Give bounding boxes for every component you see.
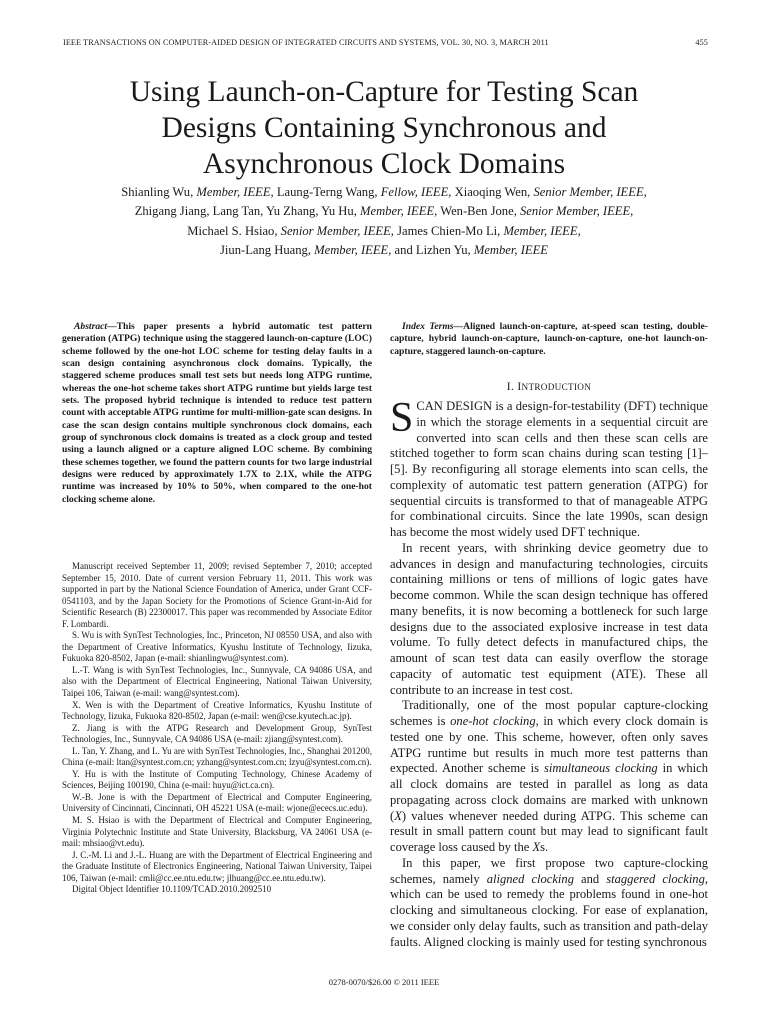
author-line: Zhigang Jiang, Lang Tan, Yu Zhang, Yu Hu, Member, IEEE, Wen-Ben Jone, Senior Member, IEEE, [134,204,634,219]
author-list [60,183,708,260]
paragraph: In recent years, with shrinking device geometry due to advances in design and manufacturing technologies, circuits containing millions or tens of millions of logic gates have become common. While the scan design technique has offered many benefits, it is now becoming a bottleneck for such large designs due to the associated explosive increase in test data volume. To fully detect defects in manufactured chips, the amount of scan test data can easily overflow the storage capacity of automatic test equipment (ATE). These all contribute to an increase in test cost. [390,540,708,697]
body-text [390,395,708,950]
footnote: Manuscript received September 11, 2009; revised September 7, 2010; accepted September 15, 2010. Date of current version February 11, 2011. This work was supported in part by the National Science Foundation of America, under Grant CCF-0541103, and by the Japan Society for the Promotions of Science Grant-in-Aid for Scientific Research (B) 22300017. This paper was recommended by Associate Editor F. Lombardi. [62,561,372,629]
paragraph: Traditionally, one of the most popular capture-clocking schemes is one-hot clocking, in which every clock domain is tested one by one. This scheme, however, often only saves ATPG runtime but results in much more test patterns than expected. Another scheme is simultaneous clocking in which all clock domains are tested in parallel as long as data propagating across clock domains are marked with unknown (X) values whenever needed during ATPG. This scheme can result in small pattern count but may lead to significant fault coverage loss caused by the Xs. [390,698,708,854]
author-line: Michael S. Hsiao, Senior Member, IEEE, James Chien-Mo Li, Member, IEEE, [187,223,581,238]
abstract-text: —This paper presents a hybrid automatic test pattern generation (ATPG) technique using the staggered launch-on-capture (LOC) scheme followed by the one-hot LOC scheme for testing delay faults in a scan design containing asynchronous clock domains. Typically, the staggered scheme produces small test sets but needs long ATPG runtime, whereas the one-hot scheme takes short ATPG runtime but yields large test sets. The proposed hybrid technique is intended to reduce test pattern count with acceptable ATPG runtime for multi-million-gate scan designs. In case the scan design contains multiple synchronous clock domains, each group of synchronous clock domains is treated as a clock group and tested using a launch aligned or a capture aligned LOC scheme. By combining these schemes together, we found the pattern counts for two large industrial designs were reduced by approximately 1.7X to 2.1X, while the ATPG runtime was increased by 10% to 50%, when compared to the one-hot clocking scheme alone. [62,321,372,505]
index-terms [390,321,708,358]
author-line: Shianling Wu, Member, IEEE, Laung-Terng Wang, Fellow, IEEE, Xiaoqing Wen, Senior Member, IEEE, [121,185,647,199]
footnotes [62,561,372,896]
footnote: Y. Hu is with the Institute of Computing Technology, Chinese Academy of Sciences, Beijing 100190, China (e-mail: huyu@ict.ca.cn). [62,768,372,791]
index-terms-label: Index Terms [402,321,454,332]
paper-title [60,74,708,182]
index-terms-text: —Aligned launch-on-capture, at-speed scan testing, double-capture, hybrid launch-on-capture, launch-on-capture, one-hot launch-on-capture, staggered launch-on-capture. [390,321,708,357]
footnote: J. C.-M. Li and J.-L. Huang are with the Department of Electrical Engineering and the Graduate Institute of Electronics Engineering, National Taiwan University, Taipei 106, Taiwan (e-mail: cmli@cc.ee.ntu.edu.tw; jlhuang@cc.ee.ntu.edu.tw). [62,849,372,883]
title-line: Asynchronous Clock Domains [202,148,566,180]
footnote: Z. Jiang is with the ATPG Research and Development Group, SynTest Technologies, Inc., Sunnyvale, CA 94086 USA (e-mail: zjiang@syntest.com). [62,722,372,745]
footnote: L.-T. Wang is with SynTest Technologies, Inc., Sunnyvale, CA 94086 USA, and also with the Department of Electrical Engineering, National Taiwan University, Taipei 106, Taiwan (e-mail: wang@syntest.com). [62,664,372,699]
page-number: 455 [695,38,708,47]
title-line: Designs Containing Synchronous and [161,112,607,144]
footnote: S. Wu is with SynTest Technologies, Inc., Princeton, NJ 08550 USA, and also with the Department of Creative Informatics, Kyushu Institute of Technology, Iizuka, Fukuoka 820-8502, Japan (e-mail: shianlingwu@syntest.com). [62,630,372,664]
paragraph: SCAN DESIGN is a design-for-testability (DFT) technique in which the storage elements in a sequential circuit are converted into scan cells and then these scan cells are stitched together to form scan chains during scan testing [1]–[5]. By reconfiguring all storage elements into scan cells, the complexity of automatic test pattern generation (ATPG) for sequential circuits is transformed to that of manageable ATPG for combinational circuits. Since the late 1990s, scan design has become the most widely used DFT technique. [390,395,708,539]
drop-cap: S [390,395,414,441]
doi-footnote: Digital Object Identifier 10.1109/TCAD.2010.2092510 [72,884,272,895]
footnote: W.-B. Jone is with the Department of Electrical and Computer Engineering, University of Cincinnati, Cincinnati, OH 45221 USA (e-mail: wjone@ececs.uc.edu). [62,791,372,814]
footnote: L. Tan, Y. Zhang, and L. Yu are with SynTest Technologies, Inc., Shanghai 201200, China (e-mail: ltan@syntest.com.cn; yzhang@syntest.com.cn; lzyu@syntest.com.cn). [62,745,372,768]
copyright-footer: 0278-0070/$26.00 © 2011 IEEE [328,977,440,987]
title-line: Using Launch-on-Capture for Testing Scan [129,76,639,108]
author-line: Jiun-Lang Huang, Member, IEEE, and Lizhen Yu, Member, IEEE [220,242,548,257]
section-heading: I. INTRODUCTION [506,380,592,393]
abstract [62,321,372,506]
paragraph: In this paper, we first propose two capture-clocking schemes, namely aligned clocking and staggered clocking, which can be used to remedy the problems found in one-hot clocking and simultaneous clocking. For ease of explanation, we consider only delay faults, such as transition and path-delay faults. Aligned clocking is mainly used for testing synchronous [390,855,708,949]
running-header [63,38,708,47]
footnote: X. Wen is with the Department of Creative Informatics, Kyushu Institute of Technology, Iizuka, Fukuoka 820-8502, Japan (e-mail: wen@cse.kyutech.ac.jp). [62,699,372,722]
footnote: M. S. Hsiao is with the Department of Electrical and Computer Engineering, Virginia Polytechnic Institute and State University, Blacksburg, VA 24061 USA (e-mail: mhsiao@vt.edu). [62,815,372,849]
journal-header: IEEE TRANSACTIONS ON COMPUTER-AIDED DESIGN OF INTEGRATED CIRCUITS AND SYSTEMS, VOL. 30, NO. 3, MARCH 2011 [63,38,549,47]
abstract-label: Abstract [74,321,108,332]
